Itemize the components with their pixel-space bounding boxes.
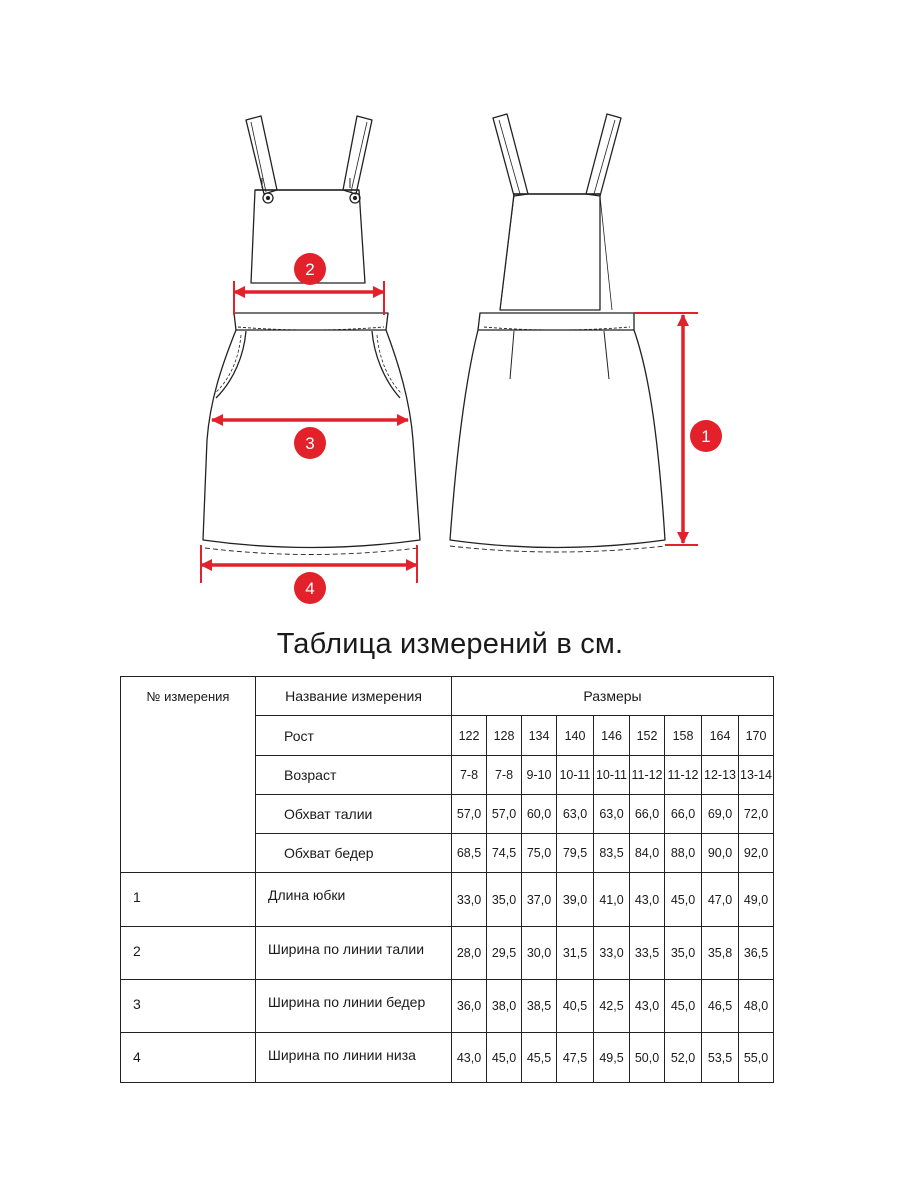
measurement-value: 45,5 (522, 1033, 557, 1083)
size-value: 57,0 (487, 795, 522, 834)
marker-4-label: 4 (305, 579, 315, 598)
measurement-value: 31,5 (557, 927, 594, 980)
measurement-value: 33,0 (594, 927, 630, 980)
size-value: 88,0 (665, 834, 702, 873)
size-row-label: Рост (256, 716, 452, 756)
marker-1-label: 1 (701, 427, 711, 446)
measurement-value: 36,0 (452, 980, 487, 1033)
size-value: 83,5 (594, 834, 630, 873)
size-row-label: Обхват бедер (256, 834, 452, 873)
size-value: 13-14 (739, 756, 774, 795)
front-view (203, 116, 420, 555)
table-title: Таблица измерений в см. (276, 628, 624, 660)
size-value: 11-12 (665, 756, 702, 795)
size-value: 152 (630, 716, 665, 756)
size-value: 7-8 (452, 756, 487, 795)
measurement-name: Ширина по линии низа (256, 1033, 452, 1083)
header-sizes: Размеры (452, 677, 774, 716)
header-name: Название измерения (256, 677, 452, 716)
size-value: 92,0 (739, 834, 774, 873)
measurement-value: 40,5 (557, 980, 594, 1033)
measurement-value: 55,0 (739, 1033, 774, 1083)
measurement-row (121, 873, 774, 927)
size-value: 69,0 (702, 795, 739, 834)
measurement-value: 43,0 (630, 873, 665, 927)
size-value: 75,0 (522, 834, 557, 873)
measurement-value: 47,5 (557, 1033, 594, 1083)
measurement-value: 46,5 (702, 980, 739, 1033)
measurement-row (121, 927, 774, 980)
back-bib (500, 194, 600, 310)
size-value: 170 (739, 716, 774, 756)
measurement-name: Ширина по линии талии (256, 927, 452, 980)
size-value: 134 (522, 716, 557, 756)
measurement-value: 49,5 (594, 1033, 630, 1083)
back-dart-left (510, 331, 514, 379)
size-value: 128 (487, 716, 522, 756)
back-dart-right (604, 331, 609, 379)
size-value: 79,5 (557, 834, 594, 873)
size-value: 84,0 (630, 834, 665, 873)
measurement-table (120, 676, 774, 1083)
size-value: 164 (702, 716, 739, 756)
measurement-value: 52,0 (665, 1033, 702, 1083)
measurement-value: 33,5 (630, 927, 665, 980)
header-number: № измерения (121, 677, 256, 873)
size-value: 66,0 (665, 795, 702, 834)
size-row-label: Обхват талии (256, 795, 452, 834)
measurement-value: 43,0 (452, 1033, 487, 1083)
front-waistband (234, 313, 388, 330)
size-value: 68,5 (452, 834, 487, 873)
measurement-number: 4 (121, 1033, 256, 1083)
measurement-value: 45,0 (487, 1033, 522, 1083)
measurement-row (121, 1033, 774, 1083)
measurement-value: 29,5 (487, 927, 522, 980)
measurement-value: 49,0 (739, 873, 774, 927)
size-value: 60,0 (522, 795, 557, 834)
header-row (121, 677, 774, 716)
size-value: 7-8 (487, 756, 522, 795)
size-value: 72,0 (739, 795, 774, 834)
measurement-value: 36,5 (739, 927, 774, 980)
back-right-strap (586, 114, 621, 196)
measurement-row (121, 980, 774, 1033)
measurement-value: 28,0 (452, 927, 487, 980)
measurement-value: 47,0 (702, 873, 739, 927)
size-value: 12-13 (702, 756, 739, 795)
size-value: 158 (665, 716, 702, 756)
marker-2-label: 2 (305, 260, 315, 279)
measurement-value: 30,0 (522, 927, 557, 980)
back-view (450, 114, 665, 552)
measurement-name: Ширина по линии бедер (256, 980, 452, 1033)
measurement-value: 53,5 (702, 1033, 739, 1083)
measurement-value: 45,0 (665, 980, 702, 1033)
size-value: 90,0 (702, 834, 739, 873)
size-value: 10-11 (594, 756, 630, 795)
size-value: 66,0 (630, 795, 665, 834)
back-left-strap (493, 114, 528, 196)
measurement-value: 42,5 (594, 980, 630, 1033)
back-skirt (450, 330, 665, 548)
size-value: 57,0 (452, 795, 487, 834)
measurement-indicators (201, 253, 722, 604)
measurement-value: 50,0 (630, 1033, 665, 1083)
size-value: 11-12 (630, 756, 665, 795)
measurement-value: 43,0 (630, 980, 665, 1033)
size-value: 10-11 (557, 756, 594, 795)
size-value: 122 (452, 716, 487, 756)
measurement-value: 41,0 (594, 873, 630, 927)
size-value: 140 (557, 716, 594, 756)
measurement-value: 38,0 (487, 980, 522, 1033)
size-value: 74,5 (487, 834, 522, 873)
measurement-number: 3 (121, 980, 256, 1033)
measurement-value: 38,5 (522, 980, 557, 1033)
measurement-value: 45,0 (665, 873, 702, 927)
measurement-value: 35,8 (702, 927, 739, 980)
measurement-name: Длина юбки (256, 873, 452, 927)
measurement-value: 35,0 (665, 927, 702, 980)
measurement-value: 35,0 (487, 873, 522, 927)
measurement-value: 39,0 (557, 873, 594, 927)
measurement-value: 33,0 (452, 873, 487, 927)
measurement-number: 1 (121, 873, 256, 927)
measurement-value: 48,0 (739, 980, 774, 1033)
size-value: 146 (594, 716, 630, 756)
size-row-label: Возраст (256, 756, 452, 795)
front-right-strap (343, 116, 372, 194)
size-value: 9-10 (522, 756, 557, 795)
measurement-value: 37,0 (522, 873, 557, 927)
size-value: 63,0 (557, 795, 594, 834)
marker-3-label: 3 (305, 434, 315, 453)
back-waistband (478, 313, 634, 330)
size-value: 63,0 (594, 795, 630, 834)
front-right-pocket (372, 331, 400, 398)
measurement-number: 2 (121, 927, 256, 980)
